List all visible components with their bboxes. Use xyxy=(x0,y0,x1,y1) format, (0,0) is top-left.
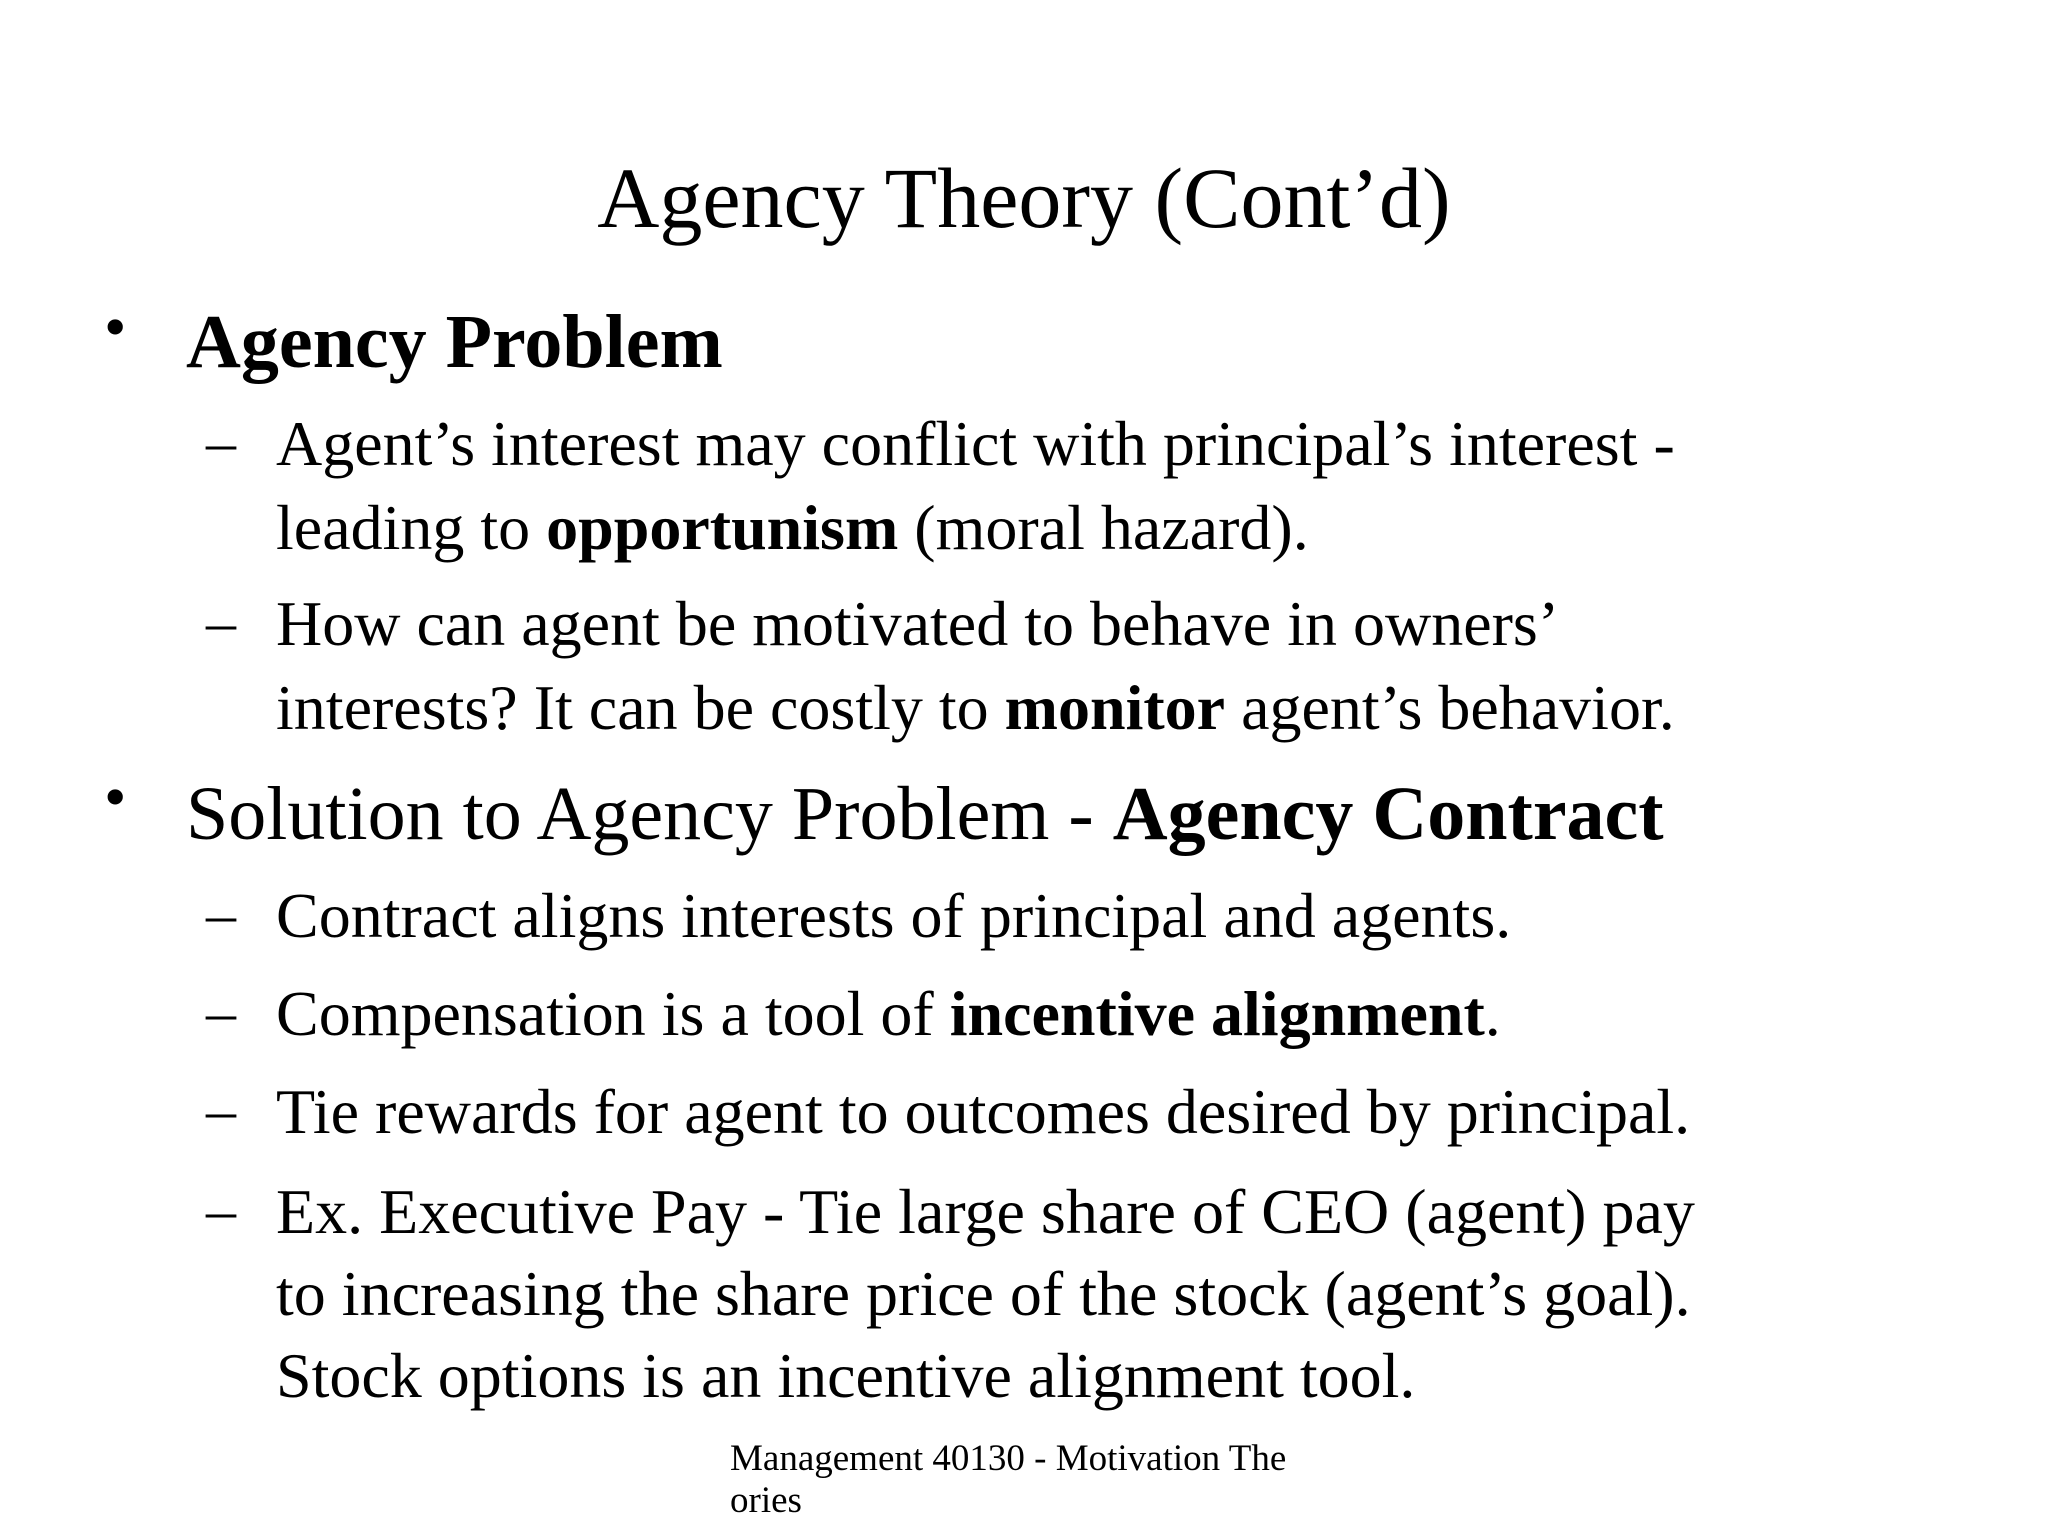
bold-term-opportunism: opportunism xyxy=(546,492,899,563)
sub-item-line: to increasing the share price of the stock (agent’s goal). xyxy=(276,1258,1691,1329)
sub-item-line: Ex. Executive Pay - Tie large share of CEO (agent) pay xyxy=(276,1176,1695,1247)
sub-item-line: Tie rewards for agent to outcomes desired by principal. xyxy=(276,1076,1691,1147)
text-run: leading to xyxy=(276,492,547,563)
bullet-heading xyxy=(186,770,1664,858)
bullet-marker: • xyxy=(104,291,127,362)
text-run: (moral hazard). xyxy=(898,492,1309,563)
dash-marker: – xyxy=(206,979,236,1045)
text-run: Solution to Agency Problem - xyxy=(186,772,1113,856)
bold-term-incentive-alignment: incentive alignment xyxy=(949,978,1485,1049)
sub-item-line: Stock options is an incentive alignment tool. xyxy=(276,1340,1416,1411)
text-run: interests? It can be costly to xyxy=(276,672,1005,743)
bold-term-monitor: monitor xyxy=(1004,672,1226,743)
text-run: Compensation is a tool of xyxy=(276,978,950,1049)
sub-item-line xyxy=(276,972,1501,1056)
dash-marker: – xyxy=(206,881,236,947)
footer-line: ories xyxy=(730,1480,802,1521)
slide-title: Agency Theory (Cont’d) xyxy=(597,150,1451,246)
dash-marker: – xyxy=(206,589,236,655)
bold-term-agency-contract: Agency Contract xyxy=(1112,772,1664,856)
sub-item-line xyxy=(276,486,1309,570)
bullet-heading: Agency Problem xyxy=(186,300,723,384)
footer-line: Management 40130 - Motivation The xyxy=(730,1438,1287,1479)
dash-marker: – xyxy=(206,1177,236,1243)
text-run: agent’s behavior. xyxy=(1225,672,1675,743)
sub-item-line: Agent’s interest may conflict with principal’s interest - xyxy=(276,408,1675,479)
slide-footer xyxy=(730,1438,1370,1522)
dash-marker: – xyxy=(206,1077,236,1143)
text-run: . xyxy=(1484,978,1501,1049)
dash-marker: – xyxy=(206,409,236,475)
sub-item-line: How can agent be motivated to behave in owners’ xyxy=(276,588,1560,659)
bullet-marker: • xyxy=(104,761,127,832)
sub-item-line: Contract aligns interests of principal and agents. xyxy=(276,880,1512,951)
sub-item-line xyxy=(276,666,1675,750)
